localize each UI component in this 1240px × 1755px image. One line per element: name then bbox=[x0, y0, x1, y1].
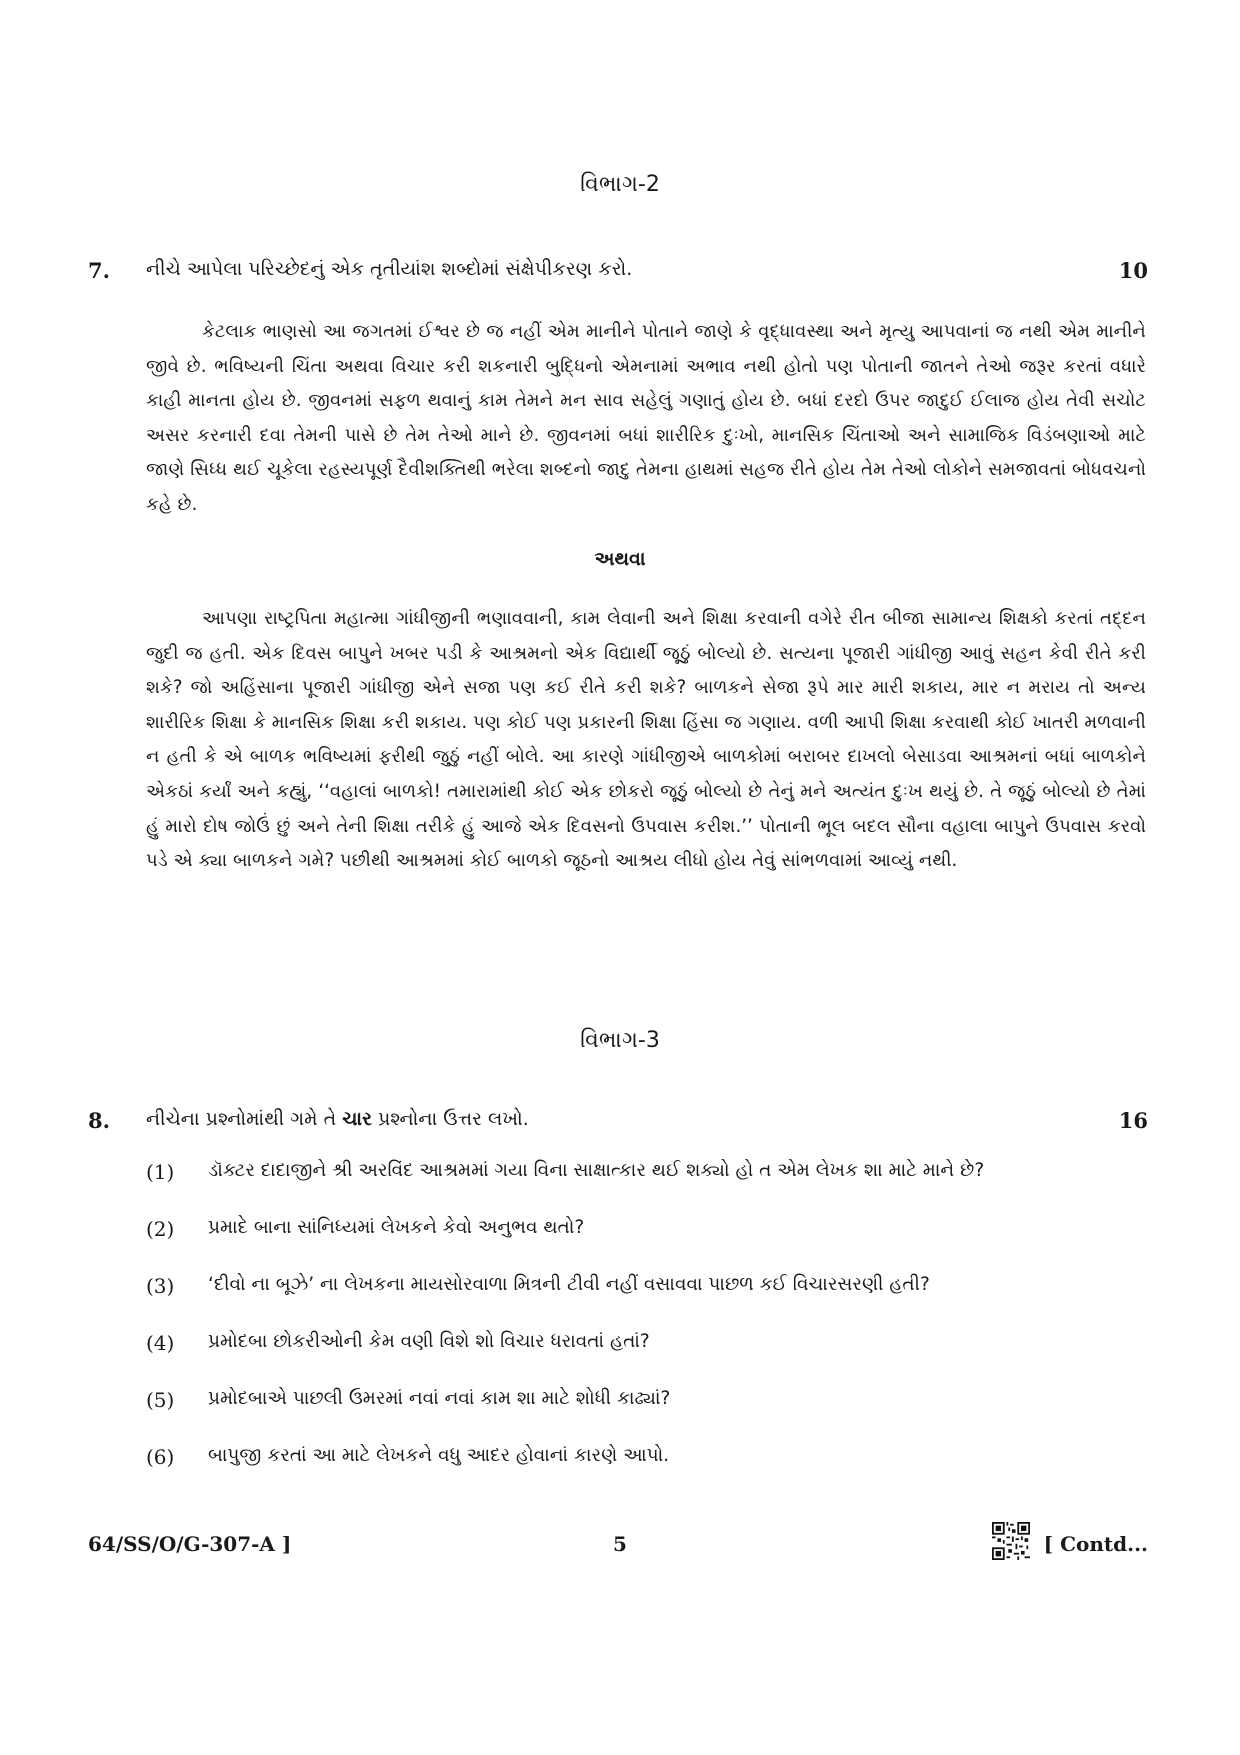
question-8-text-after: પ્રશ્નોના ઉત્તર લખો. bbox=[371, 1108, 529, 1130]
subquestion-3 bbox=[146, 1274, 1146, 1331]
subquestion-text: બાપુજી કરતાં આ માટે લેખકને વધુ આદર હોવાનાં કારણે આપો. bbox=[208, 1445, 670, 1466]
qr-code-icon bbox=[992, 1522, 1030, 1560]
or-separator: અથવા bbox=[594, 548, 646, 570]
continued-label: [ Contd... bbox=[1043, 1532, 1148, 1556]
subquestion-number: (4) bbox=[146, 1331, 175, 1355]
question-8-text-bold: ચાર bbox=[342, 1108, 372, 1130]
paper-code: 64/SS/O/G-307-A ] bbox=[88, 1532, 292, 1556]
subquestion-number: (5) bbox=[146, 1388, 175, 1412]
question-8-text-before: નીચેના પ્રશ્નોમાંથી ગમે તે bbox=[146, 1108, 343, 1130]
subquestion-text: પ્રમાદે બાના સાંનિધ્યમાં લેખકને કેવો અનુભવ થતો? bbox=[208, 1217, 585, 1238]
subquestion-1 bbox=[146, 1160, 1146, 1217]
section-2-heading: વિભાગ-2 bbox=[580, 172, 660, 197]
subquestion-5 bbox=[146, 1388, 1146, 1445]
subquestion-number: (3) bbox=[146, 1274, 175, 1298]
subquestion-number: (6) bbox=[146, 1445, 175, 1469]
question-7-text: નીચે આપેલા પરિચ્છેદનું એક તૃતીયાંશ શબ્દોમાં સંક્ષેપીકરણ કરો. bbox=[146, 258, 633, 280]
question-7-number: 7. bbox=[88, 258, 110, 283]
subquestion-number: (1) bbox=[146, 1160, 175, 1184]
question-8-text bbox=[146, 1108, 529, 1130]
subquestion-number: (2) bbox=[146, 1217, 175, 1241]
section-3-heading: વિભાગ-3 bbox=[580, 1028, 660, 1053]
page-number: 5 bbox=[613, 1532, 627, 1556]
question-7-passage-2: આપણા રાષ્ટ્રપિતા મહાત્મા ગાંધીજીની ભણાવવાની, કામ લેવાની અને શિક્ષા કરવાની વગેરે રીત બીજા સામાન્ય શિક્ષકો કરતાં તદ્દન જુદી જ હતી. એક દિવસ બાપુને ખબર પડી કે આશ્રમનો એક વિદ્યાર્થી જૂઠું બોલ્યો છે. સત્યના પૂજારી ગાંધીજી આવું સહન કેવી રીતે કરી શકે? જો અહિંસાના પૂજારી ગાંધીજી એને સજા પણ કઈ રીતે કરી શકે? બાળકને સેજા રૂપે માર મારી શકાય, માર ન મરાય તો અન્ય શારીરિક શિક્ષા કે માનસિક શિક્ષા કરી શકાય. પણ કોઈ પણ પ્રકારની શિક્ષા હિંસા જ ગણાય. વળી આપી શિક્ષા કરવાથી કોઈ ખાતરી મળવાની ન હતી કે એ બાળક ભવિષ્યમાં ફરીથી જુઠું નહીં બોલે. આ કારણે ગાંધીજીએ બાળકોમાં બરાબર દાખલો બેસાડવા આશ્રમનાં બધાં બાળકોને એકઠાં કર્યાં અને કહ્યું, ‘‘વહાલાં બાળકો! તમારામાંથી કોઈ એક છોકરો જૂઠું બોલ્યો છે તેનું મને અત્યંત દુઃખ થયું છે. તે જૂઠું બોલ્યો છે તેમાં હું મારો દોષ જોઉં છું અને તેની શિક્ષા તરીકે હું આજે એક દિવસનો ઉપવાસ કરીશ.’’ પોતાની ભૂલ બદલ સૌના વહાલા બાપુને ઉપવાસ કરવો પડે એ ક્યા બાળકને ગમે? પછીથી આશ્રમમાં કોઈ બાળકો જૂઠનો આશ્રય લીધો હોય તેવું સાંભળવામાં આવ્યું નથી. bbox=[146, 608, 1146, 872]
subquestion-text: પ્રમોદબા છોકરીઓની કેમ વણી વિશે શો વિચાર ધરાવતાં હતાં? bbox=[208, 1331, 650, 1352]
question-8-subquestions bbox=[146, 1160, 1146, 1502]
subquestion-text: ડૉક્ટર દાદાજીને શ્રી અરવિંદ આશ્રમમાં ગયા વિના સાક્ષાત્કાર થઈ શક્યો હો ત એમ લેખક શા માટે માને છે? bbox=[208, 1160, 985, 1181]
question-7-passage-1: કેટલાક ભાણસો આ જગતમાં ઈશ્વર છે જ નહીં એમ માનીને પોતાને જાણે કે વૃદ્ધાવસ્થા અને મૃત્યુ આપવાનાં જ નથી એમ માનીને જીવે છે. ભવિષ્યની ચિંતા અથવા વિચાર કરી શકનારી બુદ્ધિનો એમનામાં અભાવ નથી હોતો પણ પોતાની જાતને તેઓ જરૂર કરતાં વધારે કાહી માનતા હોય છે. જીવનમાં સફળ થવાનું કામ તેમને મન સાવ સહેલું ગણાતું હોય છે. બધાં દરદો ઉપર જાદુઈ ઈલાજ હોય તેવી સચોટ અસર કરનારી દવા તેમની પાસે છે તેમ તેઓ માને છે. જીવનમાં બધાં શારીરિક દુઃખો, માનસિક ચિંતાઓ અને સામાજિક વિડંબણાઓ માટે જાણે સિધ્ધ થઈ ચૂકેલા રહસ્યપૂર્ણ દૈવીશક્તિથી ભરેલા શબ્દનો જાદુ તેમના હાથમાં સહજ રીતે હોય તેમ તેઓ લોકોને સમજાવતાં બોધવચનો કહે છે. bbox=[146, 321, 1146, 515]
subquestion-4 bbox=[146, 1331, 1146, 1388]
subquestion-text: ‘દીવો ના બૂઝે’ ના લેખકના માયસોરવાળા મિત્રની ટીવી નહીં વસાવવા પાછળ કઈ વિચારસરણી હતી? bbox=[208, 1274, 930, 1295]
subquestion-2 bbox=[146, 1217, 1146, 1274]
subquestion-6 bbox=[146, 1445, 1146, 1502]
question-8-marks: 16 bbox=[1118, 1108, 1148, 1133]
question-7-marks: 10 bbox=[1118, 258, 1148, 283]
question-8-number: 8. bbox=[88, 1108, 110, 1133]
subquestion-text: પ્રમોદબાએ પાછલી ઉમરમાં નવાં નવાં કામ શા માટે શોધી કાઢ્યાં? bbox=[208, 1388, 671, 1409]
